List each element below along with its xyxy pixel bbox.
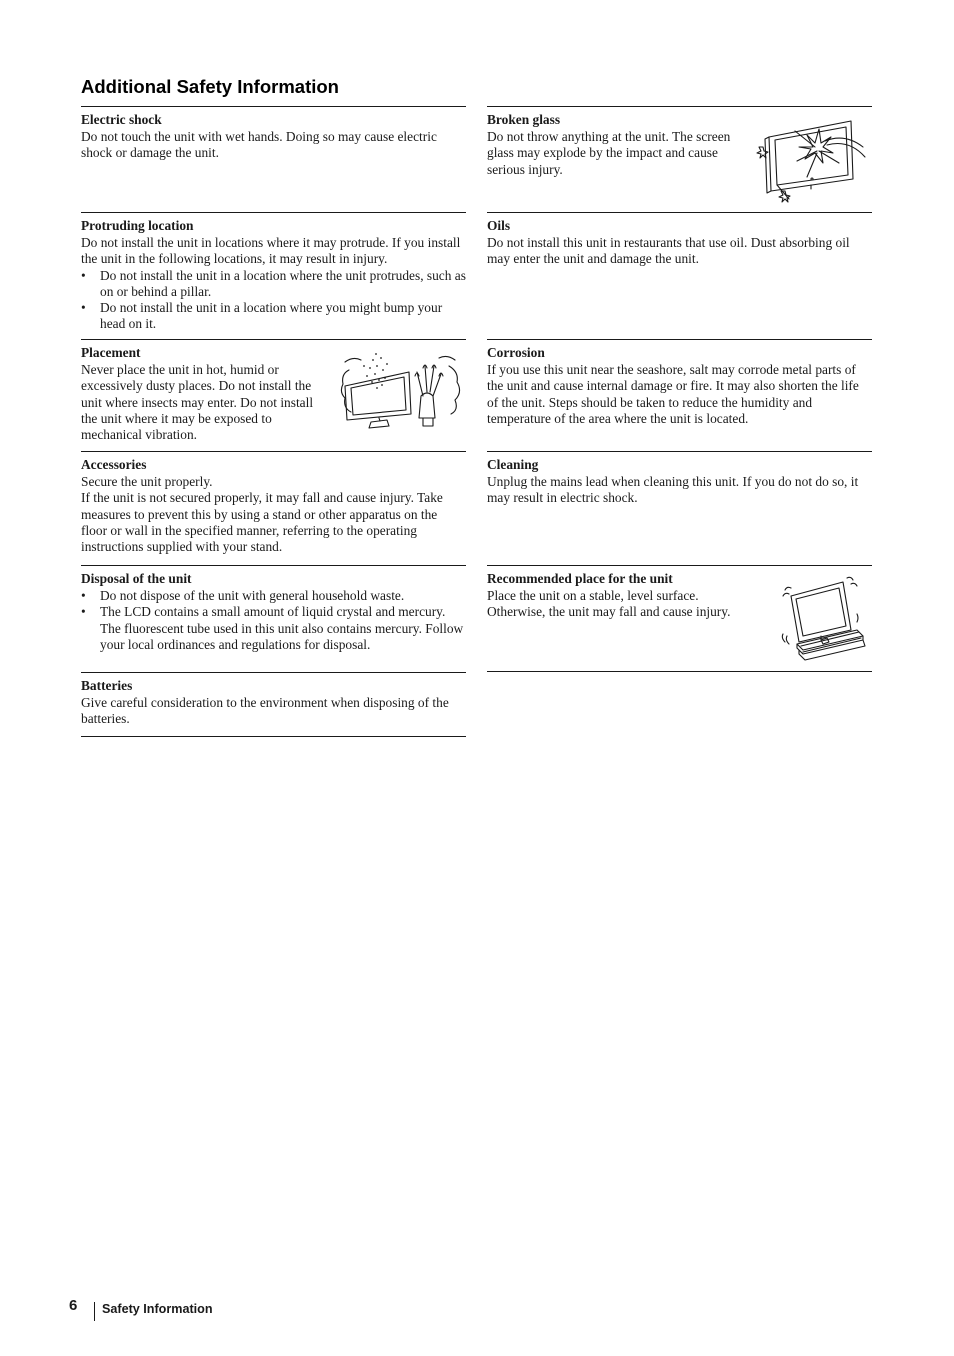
footer-divider [94,1302,95,1321]
list-item: • Do not dispose of the unit with general household waste. [81,588,466,604]
section-text: Do not install the unit in locations where it may protrude. If you install the unit in the following locations, it may result in injury. [81,235,461,267]
tv-broken-glass-illustration [755,117,871,205]
page-title: Additional Safety Information [81,76,339,97]
section-recommended-place [487,565,872,672]
section-text: Place the unit on a stable, level surface. Otherwise, the unit may fall and cause injury. [487,588,731,620]
section-title: Broken glass [487,112,561,127]
section-disposal [81,565,466,672]
section-text: Never place the unit in hot, humid or excessively dusty places. Do not install the unit where insects may enter. Do not install the unit where it may be exposed to mechanical vibration. [81,362,314,443]
section-electric-shock [81,106,466,212]
section-title: Batteries [81,678,133,693]
list-item: • The LCD contains a small amount of liquid crystal and mercury. The fluorescent tube used in this unit also contains mercury. Follow your local ordinances and regulations for disposal. [81,604,466,653]
section-title: Corrosion [487,345,545,360]
section-text: Do not throw anything at the unit. The screen glass may explode by the impact and cause serious injury. [487,129,731,177]
section-broken-glass [487,106,872,212]
section-text: Do not touch the unit with wet hands. Doing so may cause electric shock or damage the unit. [81,129,437,161]
bullet-list [81,588,466,653]
section-title: Accessories [81,457,147,472]
section-body [81,588,466,653]
section-accessories [81,451,466,565]
section-title: Electric shock [81,112,162,127]
section-cleaning [487,451,872,565]
page-number: 6 [69,1297,78,1314]
section-title: Disposal of the unit [81,571,192,586]
section-corrosion [487,339,872,451]
left-column [81,106,466,737]
tv-dust-humidity-illustration [337,352,463,432]
section-placement [81,339,466,451]
section-title: Placement [81,345,141,360]
section-batteries [81,672,466,737]
section-title: Cleaning [487,457,539,472]
footer-section-label: Safety Information [102,1302,213,1316]
section-text: Secure the unit properly. [81,474,213,489]
section-oils [487,212,872,339]
section-body [81,235,466,333]
bullet-list [81,268,466,333]
list-item: • Do not install the unit in a location where you might bump your head on it. [81,300,466,333]
section-title: Recommended place for the unit [487,571,673,586]
section-text: Unplug the mains lead when cleaning this unit. If you do not do so, it may result in electric shock. [487,474,859,506]
section-protruding-location [81,212,466,339]
right-column [487,106,872,672]
section-text: If the unit is not secured properly, it may fall and cause injury. Take measures to prevent this by using a stand or other apparatus on the floor or wall in the specified manner, referring to the operating instructions supplied with your stand. [81,490,443,555]
tv-unstable-surface-illustration [781,576,871,662]
section-text: If you use this unit near the seashore, salt may corrode metal parts of the unit and cause internal damage or fire. It may also shorten the life of the unit. Steps should be taken to reduce the humidity and temperature of the area where the unit is located. [487,362,859,426]
section-body [81,474,466,555]
section-text: Do not install this unit in restaurants that use oil. Dust absorbing oil may enter the unit and damage the unit. [487,235,850,267]
section-title: Protruding location [81,218,194,233]
section-title: Oils [487,218,511,233]
section-text: Give careful consideration to the environment when disposing of the batteries. [81,695,449,727]
list-item: • Do not install the unit in a location where the unit protrudes, such as on or behind a pillar. [81,268,466,301]
